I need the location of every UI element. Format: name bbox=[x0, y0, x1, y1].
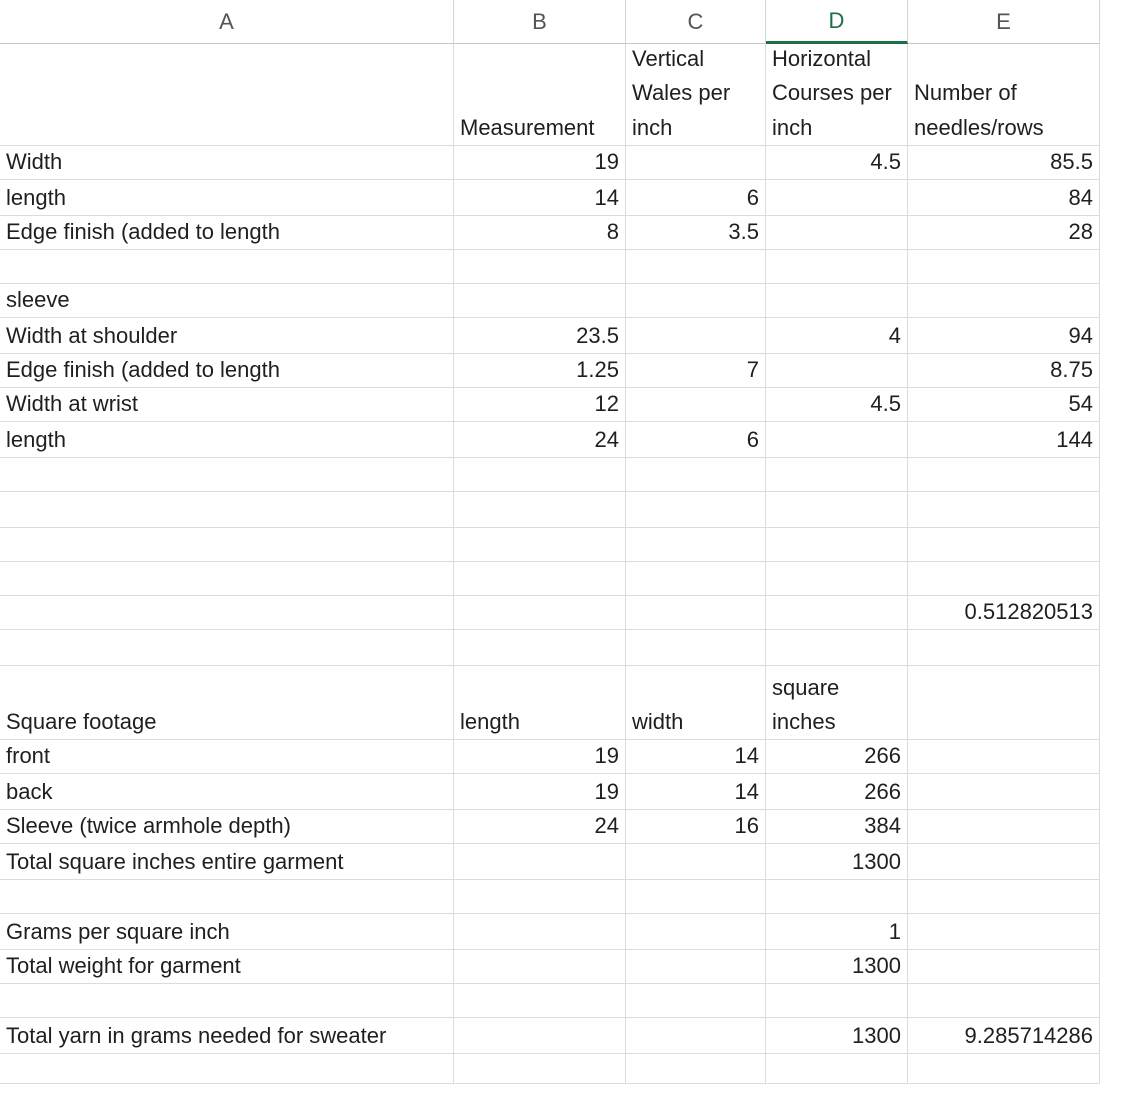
cell-e8[interactable] bbox=[908, 250, 1100, 284]
cell-e16[interactable] bbox=[908, 528, 1100, 562]
cell-d24[interactable] bbox=[766, 810, 908, 844]
cell-text: length bbox=[6, 185, 66, 210]
cell-e3[interactable] bbox=[908, 76, 1100, 110]
cell-b27[interactable] bbox=[454, 914, 626, 950]
cell-e28[interactable] bbox=[908, 950, 1100, 984]
cell-e23[interactable] bbox=[908, 774, 1100, 810]
cell-c27[interactable] bbox=[626, 914, 766, 950]
cell-b17[interactable] bbox=[454, 562, 626, 596]
cell-text: 6 bbox=[746, 427, 759, 452]
cell-e7[interactable] bbox=[908, 216, 1100, 250]
cell-a21[interactable] bbox=[0, 666, 454, 740]
cell-b22[interactable] bbox=[454, 740, 626, 774]
cell-b6[interactable] bbox=[454, 180, 626, 216]
cell-text: 24 bbox=[594, 813, 619, 838]
cell-c6[interactable] bbox=[626, 180, 766, 216]
cell-e21[interactable] bbox=[908, 666, 1100, 740]
cell-a14[interactable] bbox=[0, 458, 454, 492]
cell-text: 1300 bbox=[852, 849, 901, 874]
cell-d30[interactable] bbox=[766, 1018, 908, 1054]
cell-text: Measurement bbox=[460, 115, 595, 140]
cell-d17[interactable] bbox=[766, 562, 908, 596]
cell-e12[interactable] bbox=[908, 388, 1100, 422]
cell-b30[interactable] bbox=[454, 1018, 626, 1054]
cell-b28[interactable] bbox=[454, 950, 626, 984]
cell-text: Vertical bbox=[632, 46, 705, 71]
column-header-c[interactable]: C bbox=[626, 0, 766, 44]
cell-e5[interactable] bbox=[908, 146, 1100, 180]
cell-a25[interactable] bbox=[0, 844, 454, 880]
cell-a13[interactable] bbox=[0, 422, 454, 458]
cell-a27[interactable] bbox=[0, 914, 454, 950]
cell-text: 23.5 bbox=[576, 323, 619, 348]
cell-e4[interactable] bbox=[908, 110, 1100, 146]
cell-text: Number of bbox=[914, 80, 1017, 105]
cell-b26[interactable] bbox=[454, 880, 626, 914]
cell-text: 1300 bbox=[852, 1023, 901, 1048]
cell-text: 6 bbox=[746, 185, 759, 210]
cell-text: 4 bbox=[888, 323, 901, 348]
cell-d9[interactable] bbox=[766, 284, 908, 318]
cell-text: 9.285714286 bbox=[964, 1023, 1093, 1048]
cell-a23[interactable] bbox=[0, 774, 454, 810]
cell-c25[interactable] bbox=[626, 844, 766, 880]
cell-d12[interactable] bbox=[766, 388, 908, 422]
cell-c26[interactable] bbox=[626, 880, 766, 914]
cell-text: sleeve bbox=[6, 287, 70, 312]
cell-text: inches bbox=[772, 709, 836, 734]
cell-c23[interactable] bbox=[626, 774, 766, 810]
cell-c5[interactable] bbox=[626, 146, 766, 180]
cell-d11[interactable] bbox=[766, 354, 908, 388]
cell-b3[interactable] bbox=[454, 76, 626, 110]
cell-c7[interactable] bbox=[626, 216, 766, 250]
cell-text: 16 bbox=[734, 813, 759, 838]
cell-a26[interactable] bbox=[0, 880, 454, 914]
cell-b2[interactable] bbox=[454, 44, 626, 76]
cell-text: Horizontal bbox=[772, 46, 872, 71]
cell-text: Edge finish (added to length bbox=[6, 357, 280, 382]
cell-text: Courses per bbox=[772, 80, 892, 105]
cell-d6[interactable] bbox=[766, 180, 908, 216]
cell-a3[interactable] bbox=[0, 76, 454, 110]
cell-a19[interactable] bbox=[0, 630, 454, 666]
cell-d29[interactable] bbox=[766, 984, 908, 1018]
cell-text: 4.5 bbox=[870, 391, 901, 416]
cell-e9[interactable] bbox=[908, 284, 1100, 318]
cell-c12[interactable] bbox=[626, 388, 766, 422]
cell-d3[interactable] bbox=[766, 76, 908, 110]
cell-c22[interactable] bbox=[626, 740, 766, 774]
cell-e27[interactable] bbox=[908, 914, 1100, 950]
cell-a5[interactable] bbox=[0, 146, 454, 180]
cell-a8[interactable] bbox=[0, 250, 454, 284]
cell-b13[interactable] bbox=[454, 422, 626, 458]
cell-c2[interactable] bbox=[626, 44, 766, 76]
cell-text: 144 bbox=[1056, 427, 1093, 452]
cell-text: Sleeve (twice armhole depth) bbox=[6, 813, 291, 838]
cell-b25[interactable] bbox=[454, 844, 626, 880]
cell-b29[interactable] bbox=[454, 984, 626, 1018]
cell-c24[interactable] bbox=[626, 810, 766, 844]
cell-d23[interactable] bbox=[766, 774, 908, 810]
cell-a10[interactable] bbox=[0, 318, 454, 354]
cell-d21[interactable] bbox=[766, 666, 908, 740]
cell-e13[interactable] bbox=[908, 422, 1100, 458]
cell-c30[interactable] bbox=[626, 1018, 766, 1054]
cell-b21[interactable] bbox=[454, 666, 626, 740]
cell-b10[interactable] bbox=[454, 318, 626, 354]
cell-text: length bbox=[6, 427, 66, 452]
cell-d19[interactable] bbox=[766, 630, 908, 666]
cell-text: 14 bbox=[734, 743, 759, 768]
cell-c13[interactable] bbox=[626, 422, 766, 458]
cell-text: Edge finish (added to length bbox=[6, 219, 280, 244]
cell-a11[interactable] bbox=[0, 354, 454, 388]
cell-b14[interactable] bbox=[454, 458, 626, 492]
cell-b19[interactable] bbox=[454, 630, 626, 666]
cell-text: back bbox=[6, 779, 53, 804]
cell-text: width bbox=[632, 709, 684, 734]
cell-text: 3.5 bbox=[728, 219, 759, 244]
cell-a15[interactable] bbox=[0, 492, 454, 528]
cell-e15[interactable] bbox=[908, 492, 1100, 528]
cell-d5[interactable] bbox=[766, 146, 908, 180]
cell-text: needles/rows bbox=[914, 115, 1044, 140]
cell-text: 94 bbox=[1068, 323, 1093, 348]
cell-e22[interactable] bbox=[908, 740, 1100, 774]
cell-text: 19 bbox=[594, 743, 619, 768]
cell-a6[interactable] bbox=[0, 180, 454, 216]
cell-e29[interactable] bbox=[908, 984, 1100, 1018]
cell-d18[interactable] bbox=[766, 596, 908, 630]
cell-d10[interactable] bbox=[766, 318, 908, 354]
cell-c17[interactable] bbox=[626, 562, 766, 596]
column-header-a[interactable]: A bbox=[0, 0, 454, 44]
cell-text: 266 bbox=[864, 779, 901, 804]
cell-e2[interactable] bbox=[908, 44, 1100, 76]
cell-text: Width bbox=[6, 149, 63, 174]
cell-e18[interactable] bbox=[908, 596, 1100, 630]
cell-b8[interactable] bbox=[454, 250, 626, 284]
cell-d15[interactable] bbox=[766, 492, 908, 528]
cell-e14[interactable] bbox=[908, 458, 1100, 492]
cell-d27[interactable] bbox=[766, 914, 908, 950]
cell-d16[interactable] bbox=[766, 528, 908, 562]
cell-text: 24 bbox=[594, 427, 619, 452]
cell-e31[interactable] bbox=[908, 1054, 1100, 1084]
cell-b4[interactable] bbox=[454, 110, 626, 146]
cell-text: 14 bbox=[734, 779, 759, 804]
cell-text: 1 bbox=[888, 919, 901, 944]
cell-b18[interactable] bbox=[454, 596, 626, 630]
cell-b12[interactable] bbox=[454, 388, 626, 422]
cell-e30[interactable] bbox=[908, 1018, 1100, 1054]
column-header-b[interactable]: B bbox=[454, 0, 626, 44]
cell-a24[interactable] bbox=[0, 810, 454, 844]
cell-a2[interactable] bbox=[0, 44, 454, 76]
cell-c10[interactable] bbox=[626, 318, 766, 354]
cell-a31[interactable] bbox=[0, 1054, 454, 1084]
cell-b23[interactable] bbox=[454, 774, 626, 810]
cell-a28[interactable] bbox=[0, 950, 454, 984]
cell-a18[interactable] bbox=[0, 596, 454, 630]
cell-text: 84 bbox=[1068, 185, 1093, 210]
cell-e26[interactable] bbox=[908, 880, 1100, 914]
cell-a9[interactable] bbox=[0, 284, 454, 318]
cell-c18[interactable] bbox=[626, 596, 766, 630]
cell-b15[interactable] bbox=[454, 492, 626, 528]
cell-text: 12 bbox=[594, 391, 619, 416]
cell-d31[interactable] bbox=[766, 1054, 908, 1084]
cell-a12[interactable] bbox=[0, 388, 454, 422]
cell-text: length bbox=[460, 709, 520, 734]
cell-c29[interactable] bbox=[626, 984, 766, 1018]
cell-e24[interactable] bbox=[908, 810, 1100, 844]
cell-text: 1.25 bbox=[576, 357, 619, 382]
column-header-e[interactable]: E bbox=[908, 0, 1100, 44]
cell-d4[interactable] bbox=[766, 110, 908, 146]
cell-text: 54 bbox=[1068, 391, 1093, 416]
column-header-d[interactable]: D bbox=[766, 0, 908, 44]
cell-c31[interactable] bbox=[626, 1054, 766, 1084]
cell-c4[interactable] bbox=[626, 110, 766, 146]
cell-e25[interactable] bbox=[908, 844, 1100, 880]
cell-b9[interactable] bbox=[454, 284, 626, 318]
cell-text: Width at wrist bbox=[6, 391, 139, 416]
cell-text: 7 bbox=[746, 357, 759, 382]
cell-d26[interactable] bbox=[766, 880, 908, 914]
cell-d7[interactable] bbox=[766, 216, 908, 250]
cell-c16[interactable] bbox=[626, 528, 766, 562]
cell-d13[interactable] bbox=[766, 422, 908, 458]
cell-b24[interactable] bbox=[454, 810, 626, 844]
cell-d2[interactable] bbox=[766, 44, 908, 76]
cell-text: 14 bbox=[594, 185, 619, 210]
cell-c21[interactable] bbox=[626, 666, 766, 740]
cell-text: 266 bbox=[864, 743, 901, 768]
cell-d22[interactable] bbox=[766, 740, 908, 774]
cell-e6[interactable] bbox=[908, 180, 1100, 216]
cell-text: Total yarn in grams needed for sweater bbox=[6, 1023, 387, 1048]
cell-text: 19 bbox=[594, 779, 619, 804]
cell-b5[interactable] bbox=[454, 146, 626, 180]
cell-e11[interactable] bbox=[908, 354, 1100, 388]
cell-c3[interactable] bbox=[626, 76, 766, 110]
cell-d28[interactable] bbox=[766, 950, 908, 984]
cell-b16[interactable] bbox=[454, 528, 626, 562]
cell-text: 4.5 bbox=[870, 149, 901, 174]
cell-c28[interactable] bbox=[626, 950, 766, 984]
cell-text: 384 bbox=[864, 813, 901, 838]
cell-text: 1300 bbox=[852, 953, 901, 978]
cell-text: 28 bbox=[1068, 219, 1093, 244]
cell-c15[interactable] bbox=[626, 492, 766, 528]
cell-text: inch bbox=[772, 115, 813, 140]
cell-a30[interactable] bbox=[0, 1018, 454, 1054]
cell-text: Width at shoulder bbox=[6, 323, 178, 348]
cell-text: Wales per bbox=[632, 80, 731, 105]
cell-d8[interactable] bbox=[766, 250, 908, 284]
cell-c14[interactable] bbox=[626, 458, 766, 492]
cell-text: Square footage bbox=[6, 709, 157, 734]
cell-text: Total square inches entire garment bbox=[6, 849, 344, 874]
cell-a7[interactable] bbox=[0, 216, 454, 250]
cell-e10[interactable] bbox=[908, 318, 1100, 354]
cell-text: 0.512820513 bbox=[964, 599, 1093, 624]
cell-a22[interactable] bbox=[0, 740, 454, 774]
cell-a29[interactable] bbox=[0, 984, 454, 1018]
cell-text: inch bbox=[632, 115, 673, 140]
cell-a16[interactable] bbox=[0, 528, 454, 562]
cell-text: Total weight for garment bbox=[6, 953, 241, 978]
cell-b31[interactable] bbox=[454, 1054, 626, 1084]
cell-text: 8.75 bbox=[1050, 357, 1093, 382]
cell-text: 8 bbox=[606, 219, 619, 244]
cell-text: square bbox=[772, 675, 840, 700]
cell-text: 19 bbox=[594, 149, 619, 174]
cell-b11[interactable] bbox=[454, 354, 626, 388]
cell-text: front bbox=[6, 743, 51, 768]
cell-a17[interactable] bbox=[0, 562, 454, 596]
cell-d25[interactable] bbox=[766, 844, 908, 880]
cell-e17[interactable] bbox=[908, 562, 1100, 596]
cell-d14[interactable] bbox=[766, 458, 908, 492]
cell-b7[interactable] bbox=[454, 216, 626, 250]
cell-c9[interactable] bbox=[626, 284, 766, 318]
cell-c11[interactable] bbox=[626, 354, 766, 388]
cell-c19[interactable] bbox=[626, 630, 766, 666]
cell-text: 85.5 bbox=[1050, 149, 1093, 174]
cell-text: Grams per square inch bbox=[6, 919, 230, 944]
cell-e19[interactable] bbox=[908, 630, 1100, 666]
cell-c8[interactable] bbox=[626, 250, 766, 284]
cell-a4[interactable] bbox=[0, 110, 454, 146]
